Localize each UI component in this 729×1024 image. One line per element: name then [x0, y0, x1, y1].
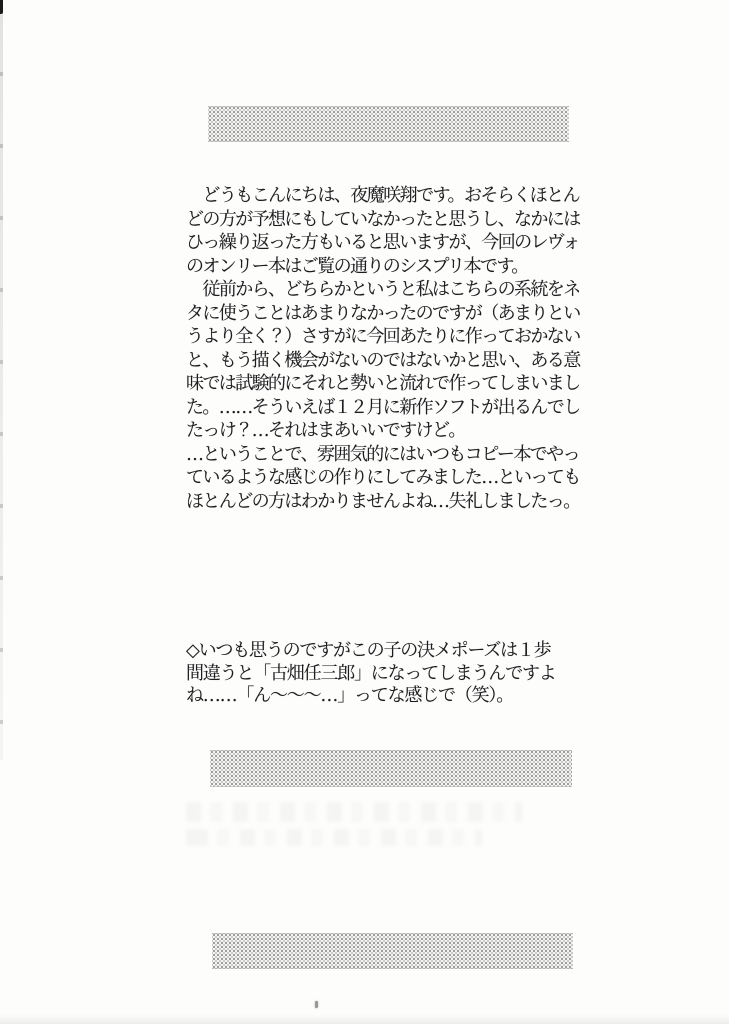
text-line: うより全く？）さすがに今回あたりに作っておかない — [186, 326, 580, 347]
halftone-band-middle — [210, 750, 572, 787]
text-line: 間違うと「古畑任三郎」になってしまうんですよ — [186, 662, 556, 684]
page-showthrough-artifact — [186, 800, 522, 852]
halftone-band-top — [208, 106, 569, 142]
text-line: ているような感じの作りにしてみました…といっても — [186, 467, 580, 488]
showthrough-row — [186, 802, 522, 822]
text-line: たっけ？…それはまあいいですけど。 — [186, 420, 465, 441]
text-line: ほとんどの方はわかりませんよね…失礼しましたっ。 — [186, 490, 580, 512]
showthrough-row — [186, 829, 482, 846]
scan-edge-shadow-bottom — [0, 1014, 729, 1024]
text-line: た。……そういえば１２月に新作ソフトが出るんでし — [186, 396, 580, 418]
text-line: のオンリー本はご覧の通りのシスプリ本です。 — [186, 255, 528, 277]
afterword-text-block — [186, 184, 579, 513]
note-text-block — [186, 640, 579, 708]
text-line: と、もう描く機会がないのではないかと思い、ある意 — [186, 349, 580, 371]
scan-corner-mark — [0, 0, 3, 14]
text-line: どうもこんにちは、夜魔咲翔です。おそらくほとん — [186, 185, 579, 206]
text-line: 従前から、どちらかというと私はこちらの系統をネ — [186, 279, 580, 300]
scan-edge-artifact-left — [0, 0, 3, 760]
text-line: 味では試験的にそれと勢いと流れで作ってしまいまし — [186, 373, 580, 394]
dust-speck — [315, 1001, 318, 1008]
text-line: どの方が予想にもしていなかったと思うし、なかには — [186, 208, 580, 230]
text-line: …ということで、雰囲気的にはいつもコピー本でやっ — [186, 443, 579, 465]
text-line: ね……「ん～～～…」ってな感じで（笑）。 — [186, 685, 513, 707]
halftone-band-bottom — [212, 933, 573, 969]
text-line: ◇いつも思うのですがこの子の決メポーズは１歩 — [186, 640, 551, 661]
text-line: タに使うことはあまりなかったのですが（あまりとい — [186, 302, 580, 324]
text-line: ひっ繰り返った方もいると思いますが、今回のレヴォ — [186, 232, 579, 253]
